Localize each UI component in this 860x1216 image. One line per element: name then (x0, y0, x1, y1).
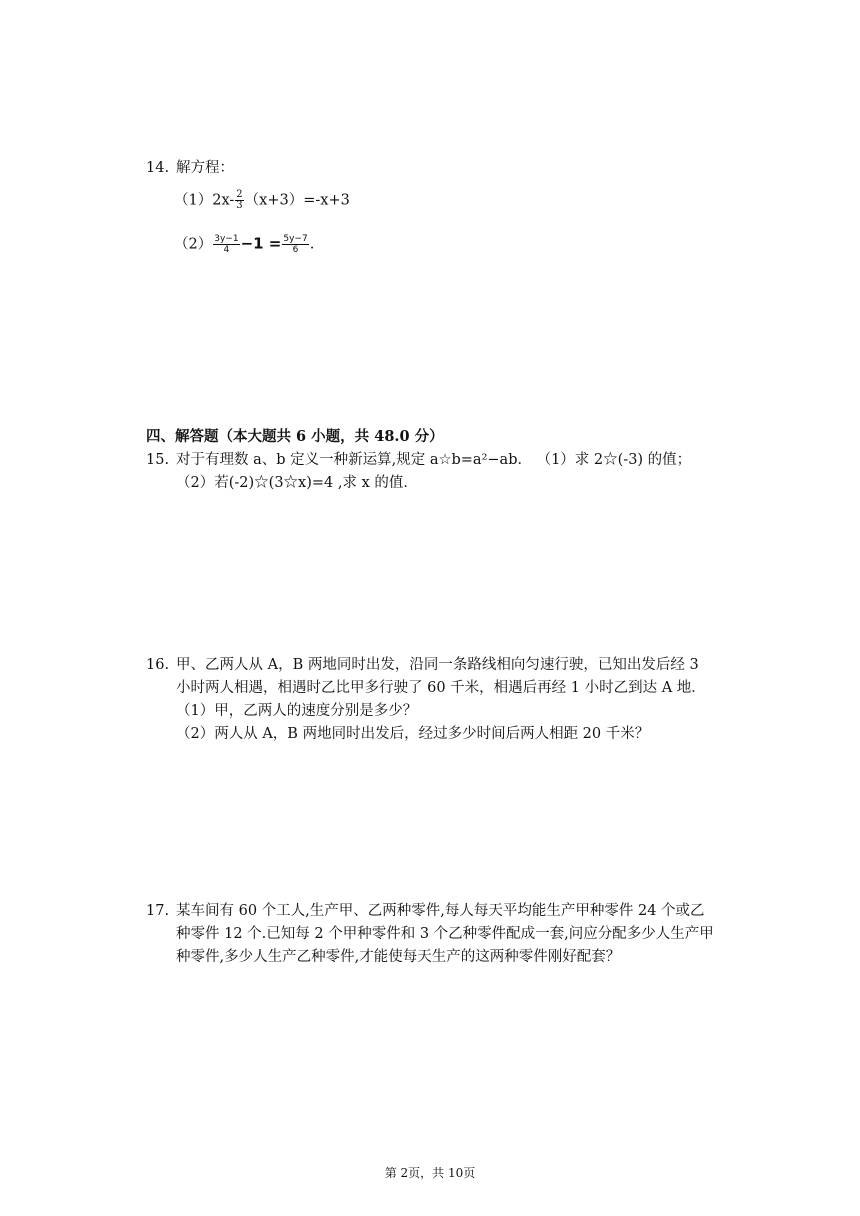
part-label: （1） (174, 192, 213, 209)
question-number: 14. (146, 160, 170, 176)
question-17-line-1 (146, 902, 705, 920)
question-17-line-3: 种零件,多少人生产乙种零件,才能使每天生产的这两种零件刚好配套？ (176, 949, 621, 965)
question-text: 对于有理数 a、b 定义一种新运算,规定 a☆b=a²−ab． （1）求 2☆(-3) 的值； (176, 452, 692, 468)
fraction-denominator: 3 (236, 200, 243, 211)
question-text: 某车间有 60 个工人,生产甲、乙两种零件,每人每天平均能生产甲种零件 24 个或乙 (176, 903, 705, 919)
question-16-line-4: （2）两人从 A，B 两地同时出发后，经过多少时间后两人相距 20 千米？ (176, 726, 650, 742)
section-title: 四、解答题（本大题共 6 小题，共 48.0 分） (146, 428, 444, 445)
question-14-part-1 (174, 190, 350, 211)
question-14-part-2 (174, 234, 314, 255)
question-16-line-1 (146, 656, 699, 674)
fraction-denominator: 6 (292, 245, 299, 255)
question-text: 甲、乙两人从 A，B 两地同时出发，沿同一条路线相向匀速行驶，已知出发后经 3 (176, 657, 699, 673)
fraction (235, 190, 243, 211)
question-14-stem (146, 159, 234, 177)
question-16-line-3: （1）甲，乙两人的速度分别是多少？ (176, 703, 418, 719)
fraction-numerator: 3y−1 (214, 234, 239, 244)
question-15-line-1 (146, 451, 691, 469)
question-number: 15. (146, 452, 170, 468)
equation-middle: −1 = (240, 234, 282, 253)
question-text: 解方程： (176, 160, 234, 176)
fraction (282, 234, 308, 255)
fraction-numerator: 5y−7 (283, 234, 308, 244)
fraction-numerator: 2 (236, 189, 243, 200)
question-16-line-2: 小时两人相遇，相遇时乙比甲多行驶了 60 千米，相遇后再经 1 小时乙到达 A 地． (176, 680, 706, 696)
fraction (213, 234, 239, 255)
equation-prefix: 2x- (212, 192, 235, 209)
page-footer: 第 2页，共 10页 (384, 1166, 476, 1180)
question-15-line-2: （2）若(-2)☆(3☆x)=4 ,求 x 的值． (176, 475, 418, 491)
question-number: 17. (146, 903, 170, 919)
equation-end: . (309, 236, 315, 253)
question-17-line-2: 种零件 12 个.已知每 2 个甲种零件和 3 个乙种零件配成一套,问应分配多少人生产甲 (176, 926, 714, 942)
question-number: 16. (146, 657, 170, 673)
equation-suffix: （x+3）=-x+3 (244, 192, 350, 209)
part-label: （2） (174, 236, 213, 253)
fraction-denominator: 4 (223, 245, 230, 255)
